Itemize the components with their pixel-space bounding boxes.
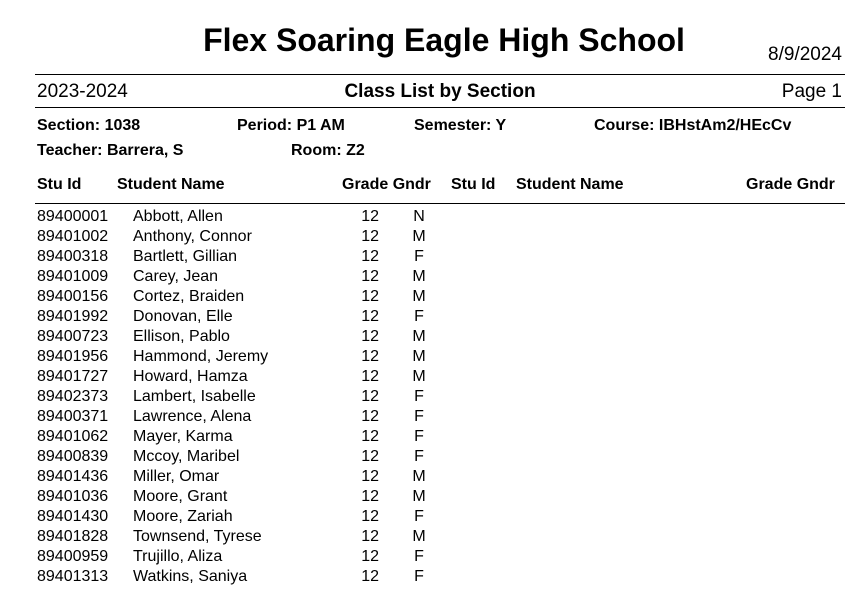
- student-id: 89400318: [37, 248, 109, 265]
- student-id: 89401036: [37, 488, 109, 505]
- student-id: 89401313: [37, 568, 109, 585]
- student-grade: 12: [361, 468, 379, 485]
- student-grade: 12: [361, 208, 379, 225]
- student-id: 89401992: [37, 308, 109, 325]
- student-gender: M: [412, 348, 426, 365]
- student-id: 89401002: [37, 228, 109, 245]
- table-row: [0, 568, 868, 588]
- student-grade: 12: [361, 328, 379, 345]
- table-row: [0, 208, 868, 228]
- student-name: Lambert, Isabelle: [133, 388, 256, 405]
- school-year: 2023-2024: [37, 81, 128, 102]
- teacher-label: Teacher: Barrera, S: [37, 142, 184, 159]
- student-gender: M: [412, 268, 426, 285]
- page-number: Page 1: [781, 81, 842, 102]
- student-gender: M: [412, 368, 426, 385]
- student-grade: 12: [361, 308, 379, 325]
- student-grade: 12: [361, 348, 379, 365]
- student-name: Lawrence, Alena: [133, 408, 252, 425]
- student-grade: 12: [361, 228, 379, 245]
- student-gender: F: [414, 568, 424, 585]
- table-row: [0, 228, 868, 248]
- student-name: Anthony, Connor: [133, 228, 252, 245]
- student-gender: F: [414, 448, 424, 465]
- student-gender: F: [414, 508, 424, 525]
- room-label: Room: Z2: [291, 142, 365, 159]
- student-id: 89400959: [37, 548, 109, 565]
- table-row: [0, 528, 868, 548]
- table-row: [0, 448, 868, 468]
- section-label: Section: 1038: [37, 117, 141, 134]
- student-gender: M: [412, 528, 426, 545]
- student-name: Ellison, Pablo: [133, 328, 230, 345]
- student-gender: M: [412, 468, 426, 485]
- column-header-stu-id: Stu Id: [37, 176, 82, 193]
- column-header-stu-id-2: Stu Id: [451, 176, 496, 193]
- student-name: Moore, Zariah: [133, 508, 233, 525]
- student-name: Donovan, Elle: [133, 308, 233, 325]
- student-grade: 12: [361, 508, 379, 525]
- student-name: Mayer, Karma: [133, 428, 233, 445]
- semester-label: Semester: Y: [414, 117, 507, 134]
- table-row: [0, 368, 868, 388]
- top-rule: [35, 74, 845, 75]
- student-grade: 12: [361, 268, 379, 285]
- student-name: Carey, Jean: [133, 268, 219, 285]
- student-id: 89400723: [37, 328, 109, 345]
- student-gender: F: [414, 308, 424, 325]
- table-row: [0, 288, 868, 308]
- table-row: [0, 408, 868, 428]
- student-gender: M: [412, 228, 426, 245]
- student-name: Cortez, Braiden: [133, 288, 245, 305]
- table-row: [0, 548, 868, 568]
- school-name: Flex Soaring Eagle High School: [203, 22, 685, 58]
- student-id: 89401436: [37, 468, 109, 485]
- table-row: [0, 248, 868, 268]
- table-row: [0, 348, 868, 368]
- table-row: [0, 428, 868, 448]
- header-rule: [35, 107, 845, 108]
- column-header-grade-gndr: Grade Gndr: [342, 176, 431, 193]
- student-id: 89400001: [37, 208, 109, 225]
- student-grade: 12: [361, 408, 379, 425]
- table-row: [0, 328, 868, 348]
- table-row: [0, 308, 868, 328]
- student-name: Townsend, Tyrese: [133, 528, 262, 545]
- table-row: [0, 468, 868, 488]
- student-id: 89400839: [37, 448, 109, 465]
- column-header-student-name: Student Name: [117, 176, 225, 193]
- student-gender: M: [412, 288, 426, 305]
- student-grade: 12: [361, 288, 379, 305]
- report-title: Class List by Section: [344, 81, 536, 102]
- student-id: 89401956: [37, 348, 109, 365]
- course-label: Course: IBHstAm2/HEcCv: [594, 117, 792, 134]
- student-gender: M: [412, 328, 426, 345]
- table-row: [0, 508, 868, 528]
- student-grade: 12: [361, 448, 379, 465]
- column-header-grade-gndr-2: Grade Gndr: [746, 176, 835, 193]
- student-grade: 12: [361, 568, 379, 585]
- student-grade: 12: [361, 428, 379, 445]
- student-name: Mccoy, Maribel: [133, 448, 240, 465]
- student-gender: F: [414, 428, 424, 445]
- student-name: Miller, Omar: [133, 468, 220, 485]
- student-gender: F: [414, 548, 424, 565]
- student-id: 89401062: [37, 428, 109, 445]
- print-date: 8/9/2024: [768, 44, 842, 65]
- student-grade: 12: [361, 548, 379, 565]
- student-id: 89401430: [37, 508, 109, 525]
- period-label: Period: P1 AM: [237, 117, 345, 134]
- table-row: [0, 488, 868, 508]
- student-gender: N: [413, 208, 425, 225]
- table-row: [0, 388, 868, 408]
- student-id: 89400371: [37, 408, 109, 425]
- student-name: Howard, Hamza: [133, 368, 248, 385]
- student-name: Hammond, Jeremy: [133, 348, 269, 365]
- student-grade: 12: [361, 248, 379, 265]
- column-header-student-name-2: Student Name: [516, 176, 624, 193]
- student-id: 89400156: [37, 288, 109, 305]
- student-gender: F: [414, 408, 424, 425]
- column-header-rule: [35, 203, 845, 204]
- student-grade: 12: [361, 368, 379, 385]
- student-gender: M: [412, 488, 426, 505]
- student-name: Bartlett, Gillian: [133, 248, 238, 265]
- student-name: Trujillo, Aliza: [133, 548, 223, 565]
- student-id: 89401828: [37, 528, 109, 545]
- student-name: Moore, Grant: [133, 488, 228, 505]
- student-id: 89401009: [37, 268, 109, 285]
- student-id: 89401727: [37, 368, 109, 385]
- table-row: [0, 268, 868, 288]
- student-gender: F: [414, 388, 424, 405]
- student-grade: 12: [361, 388, 379, 405]
- student-gender: F: [414, 248, 424, 265]
- student-grade: 12: [361, 528, 379, 545]
- student-name: Abbott, Allen: [133, 208, 223, 225]
- student-name: Watkins, Saniya: [133, 568, 248, 585]
- student-id: 89402373: [37, 388, 109, 405]
- student-grade: 12: [361, 488, 379, 505]
